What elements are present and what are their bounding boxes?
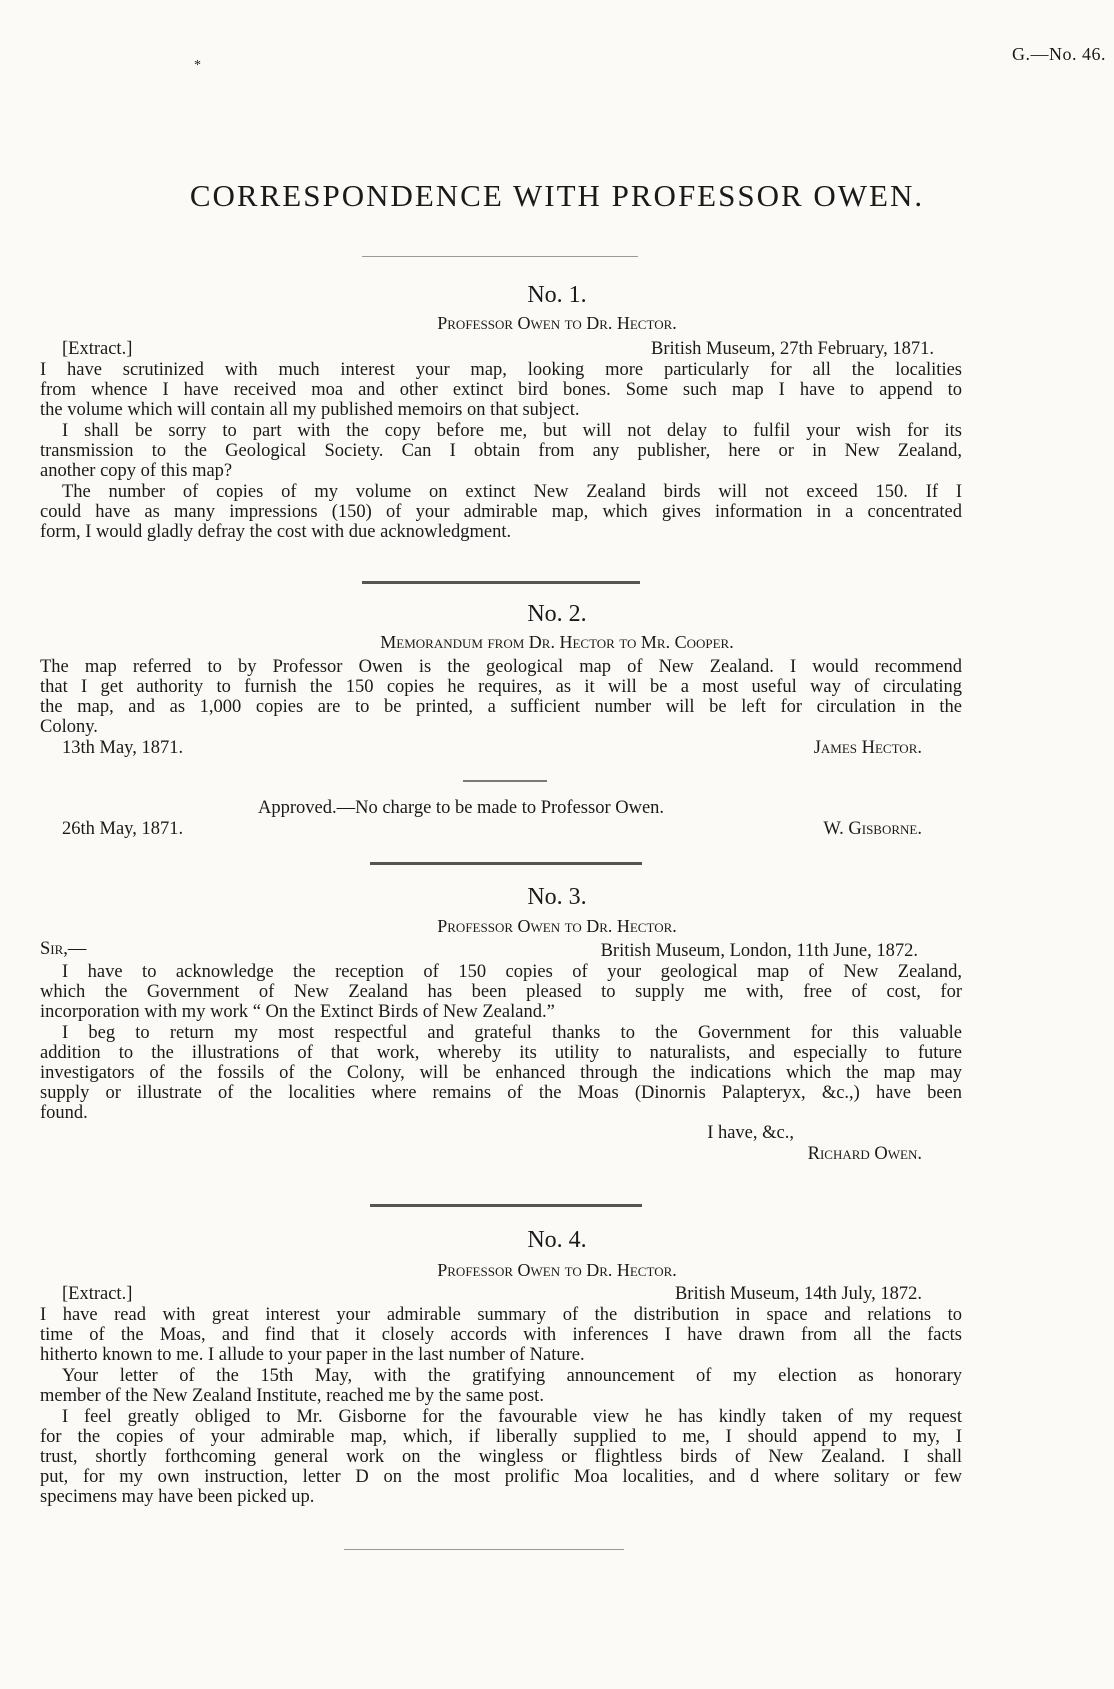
letter-3-signature: Richard Owen.: [807, 1144, 922, 1164]
letter-4-line: put, for my own instruction, letter D on the most prolific Moa localities, and d where solitary or few: [40, 1467, 962, 1487]
letter-3-line: I have to acknowledge the reception of 150 copies of your geological map of New Zealand,: [62, 962, 962, 982]
letter-4-line: trust, shortly forthcoming general work on the wingless or flightless birds of New Zealand. I shall: [40, 1447, 962, 1467]
letter-4-place-date: British Museum, 14th July, 1872.: [674, 1284, 922, 1304]
letter-1-place-date: British Museum, 27th February, 1871.: [651, 339, 934, 359]
letter-1-line: the volume which will contain all my published memoirs on that subject.: [40, 400, 580, 420]
letter-2-line: The map referred to by Professor Owen is the geological map of New Zealand. I would recommend: [40, 657, 962, 677]
letter-2-date: 13th May, 1871.: [62, 738, 184, 758]
letter-4-number: No. 4.: [527, 1227, 587, 1253]
letter-4-line: hitherto known to me. I allude to your paper in the last number of Nature.: [40, 1345, 585, 1365]
letter-4-line: Your letter of the 15th May, with the gratifying announcement of my election as honorary: [62, 1366, 962, 1386]
letter-3-closing: I have, &c.,: [707, 1123, 794, 1143]
letter-4-line: I have read with great interest your admirable summary of the distribution in space and relations to: [40, 1305, 962, 1325]
letter-2-number: No. 2.: [527, 601, 587, 627]
letter-1-line: The number of copies of my volume on extinct New Zealand birds will not exceed 150. If I: [62, 482, 962, 502]
approval-text: Approved.—No charge to be made to Professor Owen.: [258, 798, 665, 818]
letter-3-line: investigators of the fossils of the Colony, will be enhanced through the indications which the map may: [40, 1063, 962, 1083]
letter-3-line: incorporation with my work “ On the Extinct Birds of New Zealand.”: [40, 1002, 555, 1022]
letter-3-salutation: Sir,—: [40, 939, 87, 959]
letter-1-number: No. 1.: [527, 282, 587, 308]
letter-4-tag: [Extract.]: [62, 1284, 133, 1304]
letter-2-line: the map, and as 1,000 copies are to be printed, a sufficient number will be left for circulation in the: [40, 697, 962, 717]
letter-4-line: member of the New Zealand Institute, reached me by the same post.: [40, 1386, 544, 1406]
letter-3-place-date: British Museum, London, 11th June, 1872.: [600, 941, 918, 961]
letter-3-line: which the Government of New Zealand has been pleased to supply me with, free of cost, for: [40, 982, 962, 1002]
letter-4-line: I feel greatly obliged to Mr. Gisborne for the favourable view he has kindly taken of my request: [62, 1407, 962, 1427]
letter-1-line: another copy of this map?: [40, 461, 233, 481]
approval-signature: W. Gisborne.: [823, 819, 922, 839]
letter-1-line: I have scrutinized with much interest your map, looking more particularly for all the localities: [40, 360, 962, 380]
letter-1-line: transmission to the Geological Society. Can I obtain from any publisher, here or in New Zealand,: [40, 441, 962, 461]
document-reference: G.—No. 46.: [1012, 44, 1106, 64]
section-rule: [370, 1204, 642, 1207]
end-rule: [344, 1549, 624, 1550]
letter-4-subheading: Professor Owen to Dr. Hector.: [437, 1260, 677, 1280]
letter-3-subheading: Professor Owen to Dr. Hector.: [437, 916, 677, 936]
approval-date: 26th May, 1871.: [62, 819, 184, 839]
letter-4-line: specimens may have been picked up.: [40, 1487, 315, 1507]
letter-2-line: Colony.: [40, 717, 98, 737]
letter-3-line: supply or illustrate of the localities where remains of the Moas (Dinornis Palapteryx, &c.,) have been: [40, 1083, 962, 1103]
short-rule: [463, 780, 547, 782]
section-rule: [370, 862, 642, 865]
letter-1-tag: [Extract.]: [62, 339, 133, 359]
letter-1-line: form, I would gladly defray the cost with due acknowledgment.: [40, 522, 512, 542]
letter-3-line: found.: [40, 1103, 88, 1123]
letter-1-line: could have as many impressions (150) of your admirable map, which gives information in a concentrated: [40, 502, 962, 522]
letter-3-line: I beg to return my most respectful and grateful thanks to the Government for this valuable: [62, 1023, 962, 1043]
letter-2-subheading: Memorandum from Dr. Hector to Mr. Cooper.: [380, 632, 734, 652]
letter-1-line: I shall be sorry to part with the copy before me, but will not delay to fulfil your wish for its: [62, 421, 962, 441]
title-rule: [362, 256, 638, 257]
letter-3-line: addition to the illustrations of that work, whereby its utility to naturalists, and especially to future: [40, 1043, 962, 1063]
letter-4-line: time of the Moas, and find that it closely accords with inferences I have drawn from all the facts: [40, 1325, 962, 1345]
letter-2-line: that I get authority to furnish the 150 copies he requires, as it will be a most useful way of circulating: [40, 677, 962, 697]
letter-2-signature: James Hector.: [813, 738, 922, 758]
letter-1-line: from whence I have received moa and other extinct bird bones. Some such map I have to append to: [40, 380, 962, 400]
letter-4-line: for the copies of your admirable map, which, if liberally supplied to me, I should append to my, I: [40, 1427, 962, 1447]
letter-3-number: No. 3.: [527, 884, 587, 910]
section-rule: [362, 581, 640, 584]
document-title: CORRESPONDENCE WITH PROFESSOR OWEN.: [189, 178, 925, 213]
print-mark: *: [194, 58, 201, 73]
letter-1-subheading: Professor Owen to Dr. Hector.: [437, 313, 677, 333]
